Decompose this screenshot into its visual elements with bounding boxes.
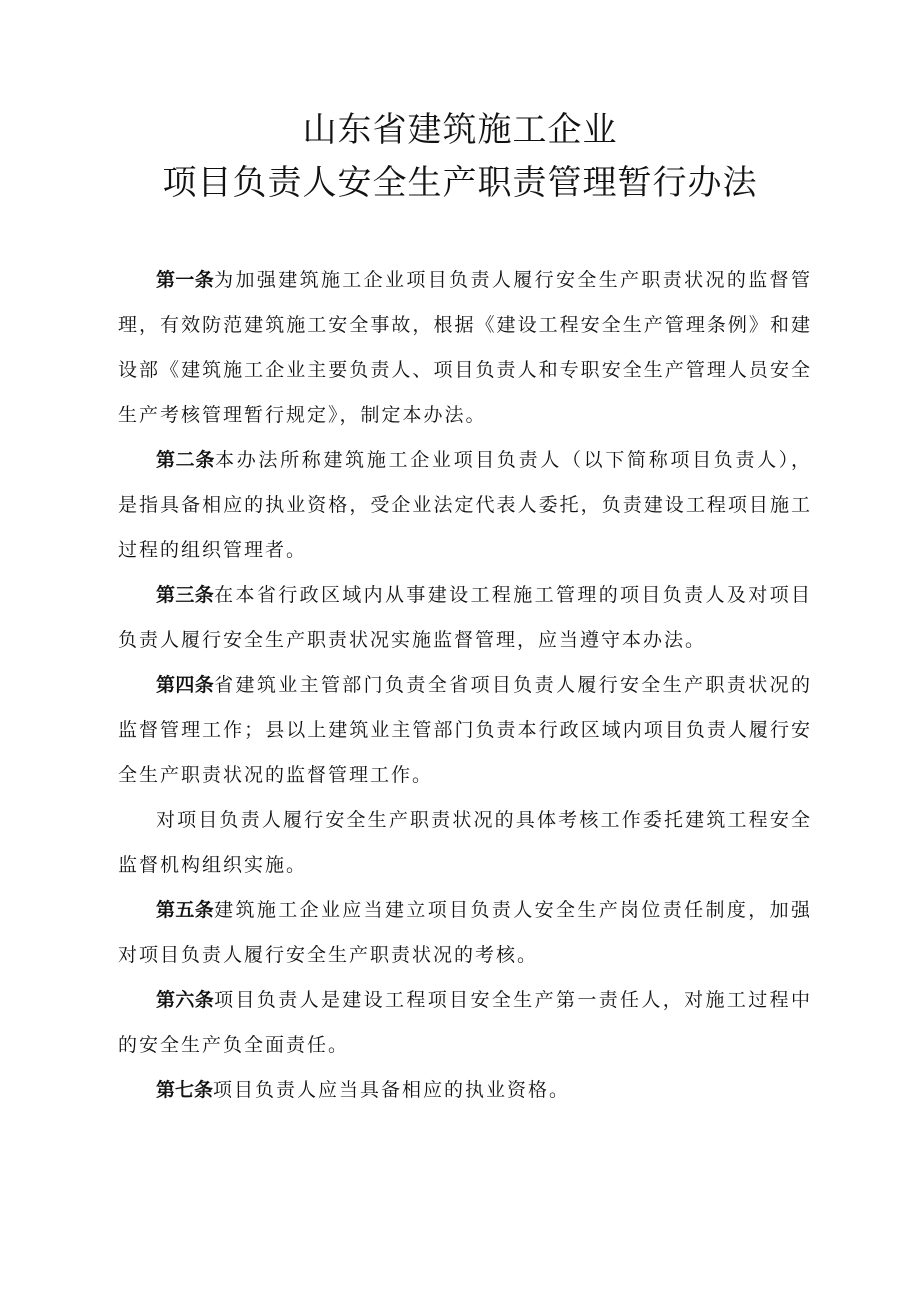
article-6: [118, 978, 812, 1068]
article-text: 项目负责人应当具备相应的执业资格。: [213, 1079, 571, 1101]
article-label: 第一条: [156, 269, 215, 291]
article-label: 第六条: [156, 989, 215, 1011]
article-text: 项目负责人是建设工程项目安全生产第一责任人，对施工过程中的安全生产负全面责任。: [118, 989, 812, 1056]
article-label: 第二条: [156, 449, 216, 471]
article-4-continued: [118, 798, 812, 888]
article-3: [118, 573, 812, 663]
article-label: 第五条: [156, 899, 215, 921]
article-text: 本办法所称建筑施工企业项目负责人（以下简称项目负责人），是指具备相应的执业资格，受企业法定代表人委托，负责建设工程项目施工过程的组织管理者。: [118, 449, 812, 561]
article-label: 第四条: [156, 674, 215, 696]
article-text: 建筑施工企业应当建立项目负责人安全生产岗位责任制度，加强对项目负责人履行安全生产职责状况的考核。: [118, 899, 812, 966]
article-text: 在本省行政区域内从事建设工程施工管理的项目负责人及对项目负责人履行安全生产职责状况实施监督管理，应当遵守本办法。: [118, 584, 812, 651]
article-label: 第七条: [156, 1079, 214, 1101]
document-title-line-1: 山东省建筑施工企业: [302, 110, 618, 150]
document-title-line-2: 项目负责人安全生产职责管理暂行办法: [162, 163, 758, 203]
article-text: 对项目负责人履行安全生产职责状况的具体考核工作委托建筑工程安全监督机构组织实施。: [118, 809, 812, 876]
article-label: 第三条: [156, 584, 215, 606]
document-body: [118, 258, 812, 1113]
article-1: [118, 258, 812, 438]
article-text: 为加强建筑施工企业项目负责人履行安全生产职责状况的监督管理，有效防范建筑施工安全事故，根据《建设工程安全生产管理条例》和建设部《建筑施工企业主要负责人、项目负责人和专职安全生产管理人员安全生产考核管理暂行规定》，制定本办法。: [118, 269, 812, 426]
article-text: 省建筑业主管部门负责全省项目负责人履行安全生产职责状况的监督管理工作；县以上建筑业主管部门负责本行政区域内项目负责人履行安全生产职责状况的监督管理工作。: [118, 674, 812, 786]
article-2: [118, 438, 812, 573]
article-7: [118, 1068, 812, 1113]
article-4: [118, 663, 812, 798]
article-5: [118, 888, 812, 978]
